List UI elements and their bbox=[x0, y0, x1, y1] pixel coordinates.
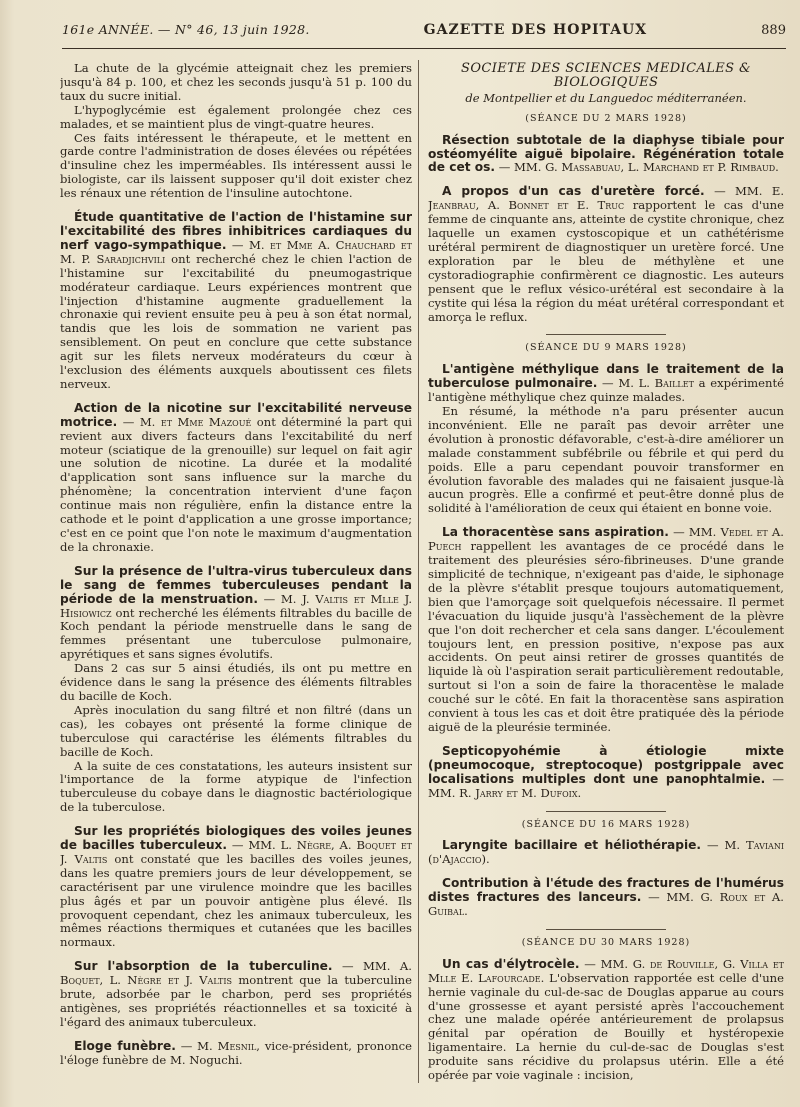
article-voiles-jeunes: Sur les propriétés biologiques des voiles jeunes de bacilles tuberculeux. — MM. L. Nègre, A. Boquet et J. Valtis ont constaté que les bacilles des voiles jeunes, dans les quatre premiers jours de leur développement, se caractérisent par une virulence moindre que les bacilles plus âgés et par un pouvoir antigène plus élevé. Ils provoquent cependant, chez les animaux tuberculeux, les mêmes réactions thermiques et cutanées que les bacilles normaux. bbox=[60, 824, 412, 950]
article-title: Action de la nicotine sur l'excitabilité nerveuse motrice. bbox=[60, 400, 412, 429]
article-title: Sur les propriétés biologiques des voiles jeunes de bacilles tuberculeux. bbox=[60, 824, 412, 853]
article-authors: MM. G. Massabuau, L. Marchand et P. Rimbaud. bbox=[514, 160, 779, 175]
article-title: Eloge funèbre. bbox=[74, 1038, 176, 1053]
article-antigene: L'antigène méthylique dans le traitement de la tuberculose pulmonaire. — M. L. Baillet a expérimenté l'antigène méthylique chez quinze malades. En résumé, la méthode n'a paru présenter aucun inconvénient. Elle ne paraît pas devoir arrêter une évolution à pronostic défavorable, c'est-à-dire améliorer un malade constamment subfébrile ou fébrile et qui perd du poids. Elle a paru cependant pouvoir transformer en évolution favorable des malades qui ne faisaient jusque-là aucun progrès. Elle a confirmé et peut-être donné plus de solidité à l'amélioration de ceux qui étaient en bonne voie. bbox=[428, 362, 784, 516]
article-elytrocele: Un cas d'élytrocèle. — MM. G. de Rouville, G. Villa et Mlle E. Lafourcade. L'observation rapportée est celle d'une hernie vaginale du cul-de-sac de Douglas apparue au cours d'une grossesse et ayant persisté après l'accouchement chez une malade opérée antérieurement de prolapsus génital par opération de Bouilly et hystéropexie ligamentaire. La hernie du cul-de-sac de Douglas s'est produite sans récidive du prolapsus utérin. Elle a été opérée par voie vaginale : incision, bbox=[428, 956, 784, 1083]
society-subtitle: de Montpellier et du Languedoc méditerranéen. bbox=[465, 90, 747, 105]
article-insuline bbox=[60, 62, 412, 201]
article-text: ont recherché chez le chien l'action de l'histamine sur l'excitabilité du pneumogastrique modérateur cardiaque. Leurs expériences montrent que l'injection d'histamine augmente graduellement la chronaxie qui revient ensuite peu à peu à son état normal, tandis que les lois de sommation ne varient pas sensiblement. On peut en conclure que cette substance agit sur les filets nerveux modérateurs du cœur à l'exclusion des éléments auxquels aboutissent ces filets nerveux. bbox=[60, 251, 412, 391]
paragraph: Ces faits intéressent le thérapeute, et le mettent en garde contre l'administration de doses élevées ou répétées d'insuline chez les imperméables. Ils intéressent aussi le biologiste, car ils laissent supposer qu'il doit exister chez les rénaux une rétention de l'insuline autochtone. bbox=[60, 130, 412, 201]
article-nicotine: Action de la nicotine sur l'excitabilité nerveuse motrice. — M. et Mme Mazoué ont déterminé la part qui revient aux divers facteurs dans l'excitabilité du nerf moteur (sciatique de la grenouille) sur lequel on fait agir une solution de nicotine. La durée et la modalité d'application sont sans influence sur la marche du phénomène; la concentration intervient d'une façon continue mais non régulière, enfin la distance entre la cathode et le point d'application a une grosse importance; c'est en ce point que l'on note le maximum d'augmentation de la chronaxie. bbox=[60, 400, 412, 554]
section-rule bbox=[546, 929, 666, 930]
article-title: L'antigène méthylique dans le traitement de la tuberculose pulmonaire. bbox=[428, 362, 784, 391]
paragraph: La chute de la glycémie atteignait chez les premiers jusqu'à 84 p. 100, et chez les seconds jusqu'à 51 p. 100 du taux du sucre initial. bbox=[60, 62, 412, 103]
left-column bbox=[60, 62, 412, 1087]
paragraph: Après inoculation du sang filtré et non filtré (dans un cas), les cobayes ont présenté la forme clinique de tuberculose qui caractérise les éléments filtrables du bacille de Koch. bbox=[60, 702, 412, 759]
section-rule bbox=[546, 334, 666, 335]
article-fractures: Contribution à l'étude des fractures de l'humérus distes fractures des lanceurs. — MM. G. Roux et A. Guibal. bbox=[428, 876, 784, 919]
section-rule bbox=[546, 811, 666, 812]
article-text: ont recherché les éléments filtrables du bacille de Koch pendant la période menstruelle dans le sang de femmes présentant une tuberculose pulmonaire, apyrétiques et sans signes évolutifs. bbox=[60, 605, 412, 662]
article-authors: MM. Vedel et A. Puech bbox=[428, 525, 784, 554]
article-title: Contribution à l'étude des fractures de l'humérus distes fractures des lanceurs. bbox=[428, 876, 784, 905]
issue-info: 161e ANNÉE. — N° 46, 13 juin 1928. bbox=[62, 22, 310, 37]
article-authors: M. Mesnil bbox=[197, 1038, 257, 1053]
seance-heading: (SÉANCE DU 9 MARS 1928) bbox=[525, 342, 687, 354]
article-authors: MM. G. de Rouville, G. Villa et Mlle E. Lafourcade. bbox=[428, 956, 784, 985]
page-number: 889 bbox=[761, 23, 786, 38]
paragraph: En résumé, la méthode n'a paru présenter aucun inconvénient. Elle ne paraît pas devoir arrêter une évolution à pronostic défavorable, c'est-à-dire améliorer un malade constamment subfébrile ou fébrile et qui perd du poids. Elle a paru cependant pouvoir transformer en évolution favorable des malades qui ne faisaient jusque-là aucun progrès. Elle a confirmé et peut-être donné plus de solidité à l'amélioration de ceux qui étaient en bonne voie. bbox=[428, 404, 784, 516]
article-ultra-virus: Sur la présence de l'ultra-virus tuberculeux dans le sang de femmes tuberculeuses pendant la période de la menstruation. — M. J. Valtis et Mlle J. Hisiowicz ont recherché les éléments filtrables du bacille de Koch pendant la période menstruelle dans le sang de femmes présentant une tuberculose pulmonaire, apyrétiques et sans signes évolutifs. Dans 2 cas sur 5 ainsi étudiés, ils ont pu mettre en évidence dans le sang la présence des éléments filtrables du bacille de Koch. Après inoculation du sang filtré et non filtré (dans un cas), les cobayes ont présenté la forme clinique de tuberculose qui caractérise les éléments filtrables du bacille de Koch. A la suite de ces constatations, les auteurs insistent sur l'importance de la forme atypique de l'infection tuberculeuse du cobaye dans le diagnostic bactériologique de la tuberculose. bbox=[60, 563, 412, 815]
seance-heading: (SÉANCE DU 2 MARS 1928) bbox=[525, 112, 687, 124]
article-authors: MM. A. Boquet, L. Nègre et J. Valtis bbox=[60, 959, 412, 988]
society-title: SOCIÉTÉ DES SCIENCES MÉDICALES & BIOLOGIQUES bbox=[461, 62, 751, 90]
paragraph: L'hypoglycémie est également prolongée chez ces malades, et se maintient plus de vingt-quatre heures. bbox=[60, 102, 412, 131]
article-title: Laryngite bacillaire et héliothérapie. bbox=[442, 838, 702, 853]
article-authors: M. J. Valtis et Mlle J. Hisiowicz bbox=[60, 591, 412, 620]
article-authors: M. Taviani (d'Ajaccio). bbox=[428, 838, 784, 867]
article-eloge: Eloge funèbre. — M. Mesnil, vice-président, prononce l'éloge funèbre de M. Noguchi. bbox=[60, 1038, 412, 1067]
article-title: Résection subtotale de la diaphyse tibiale pour ostéomyélite aiguë bipolaire. Régénération totale de cet os. bbox=[428, 132, 784, 175]
article-authors: M. et Mme A. Chauchard et M. P. Saradjichvili bbox=[60, 237, 412, 266]
article-laryngite: Laryngite bacillaire et héliothérapie. — M. Taviani (d'Ajaccio). bbox=[428, 838, 784, 867]
article-title: A propos d'un cas d'uretère forcé. bbox=[442, 184, 705, 199]
article-text: montrent que la tuberculine brute, adsorbée par le charbon, perd ses propriétés antigènes, ses propriétés réactionnelles et sa toxicité à l'égard des animaux tuberculeux. bbox=[60, 973, 412, 1029]
article-authors: M. L. Baillet bbox=[618, 376, 694, 391]
article-title: Sur l'absorption de la tuberculine. bbox=[74, 959, 333, 974]
article-title: La thoracentèse sans aspiration. bbox=[442, 525, 669, 540]
seance-heading: (SÉANCE DU 16 MARS 1928) bbox=[521, 818, 691, 830]
article-text: a expérimenté l'antigène méthylique chez quinze malades. bbox=[428, 376, 784, 405]
article-authors: MM. L. Nègre, A. Boquet et J. Valtis bbox=[60, 838, 412, 866]
article-text: rapportent le cas d'une femme de cinquante ans, atteinte de cystite chronique, chez laquelle un examen cystoscopique et un cathétérisme urétéral permirent de diagnostiquer un uretère forcé. Une exploration par le bleu de méthylène et une cystoradiographie confirmèrent ce diagnostic. Les auteurs pensent que le reflux vésico-urétéral est secondaire à la cystite qui lésa la région du méat urétéral correspondant et amorça le reflux. bbox=[428, 198, 784, 324]
article-text: ont constaté que les bacilles des voiles jeunes, dans les quatre premiers jours de leur développement, se caractérisent par une virulence moindre que les bacilles plus âgés et par un pouvoir antigène plus élevé. Ils provoquent cependant, chez les animaux tuberculeux, les mêmes réactions thermiques et cutanées que les bacilles normaux. bbox=[60, 851, 412, 950]
article-resection: Résection subtotale de la diaphyse tibiale pour ostéomyélite aiguë bipolaire. Régénération totale de cet os. — MM. G. Massabuau, L. Marchand et P. Rimbaud. bbox=[428, 132, 784, 175]
article-title: Un cas d'élytrocèle. bbox=[442, 956, 580, 971]
right-column bbox=[428, 62, 784, 1087]
header-rule bbox=[62, 48, 786, 49]
article-uretere: A propos d'un cas d'uretère forcé. — MM. E. Jeanbrau, A. Bonnet et E. Truc rapportent le cas d'une femme de cinquante ans, atteinte de cystite chronique, chez laquelle un examen cystoscopique et un cathétérisme urétéral permirent de diagnostiquer un uretère forcé. Une exploration par le bleu de méthylène et une cystoradiographie confirmèrent ce diagnostic. Les auteurs pensent que le reflux vésico-urétéral est secondaire à la cystite qui lésa la région du méat urétéral correspondant et amorça le reflux. bbox=[428, 184, 784, 324]
article-thoracentese: La thoracentèse sans aspiration. — MM. Vedel et A. Puech rappellent les avantages de ce procédé dans le traitement des pleurésies séro-fibrineuses. D'une grande simplicité de technique, n'exigeant pas d'aide, le siphonage de la plèvre s'établit presque toujours automatiquement, bien que l'amorçage soit quelquefois nécessaire. Il permet l'évacuation du liquide jusqu'à l'assèchement de la plèvre que l'on doit rechercher et cela sans danger. L'écoulement toujours lent, en pression positive, n'expose pas aux accidents. On peut ainsi retirer de grosses quantités de liquide là où l'aspiration serait particulièrement redoutable, surtout si l'on a soin de faire la thoracentèse le malade couché sur le côté. En fait la thoracentèse sans aspiration convient à tous les cas et doit être pratiquée dès la période aiguë de la pleurésie terminée. bbox=[428, 525, 784, 734]
journal-title: GAZETTE DES HOPITAUX bbox=[423, 22, 648, 38]
article-authors: MM. E. Jeanbrau, A. Bonnet et E. Truc bbox=[428, 184, 784, 213]
article-text: ont déterminé la part qui revient aux divers facteurs dans l'excitabilité du nerf moteur (sciatique de la grenouille) sur lequel on fait agir une solution de nicotine. La durée et la modalité d'application sont sans influence sur la marche du phénomène; la concentration intervient d'une façon continue mais non régulière, enfin la distance entre la cathode et le point d'application a une grosse importance; c'est en ce point que l'on note le maximum d'augmentation de la chronaxie. bbox=[60, 414, 412, 554]
article-septicopyohemie: Septicopyohémie à étiologie mixte (pneumocoque, streptocoque) postgrippale avec localisations multiples dont une panophtalmie. — MM. R. Jarry et M. Dufoix. bbox=[428, 743, 784, 800]
article-text: rappellent les avantages de ce procédé dans le traitement des pleurésies séro-fibrineuses. D'une grande simplicité de technique, n'exigeant pas d'aide, le siphonage de la plèvre s'établit presque toujours automatiquement, bien que l'amorçage soit quelquefois nécessaire. Il permet l'évacuation du liquide jusqu'à l'assèchement de la plèvre que l'on doit rechercher et cela sans danger. L'écoulement toujours lent, en pression positive, n'expose pas aux accidents. On peut ainsi retirer de grosses quantités de liquide là où l'aspiration serait particulièrement redoutable, surtout si l'on a soin de faire la thoracentèse le malade couché sur le côté. En fait la thoracentèse sans aspiration convient à tous les cas et doit être pratiquée dès la période aiguë de la pleurésie terminée. bbox=[428, 539, 784, 734]
article-title: Sur la présence de l'ultra-virus tuberculeux dans le sang de femmes tuberculeuses pendant la période de la menstruation. bbox=[60, 563, 412, 606]
article-authors: MM. G. Roux et A. Guibal. bbox=[428, 890, 784, 919]
column-divider bbox=[418, 60, 419, 1083]
article-histamine: Étude quantitative de l'action de l'histamine sur l'excitabilité des fibres inhibitrices cardiaques du nerf vago-sympathique. — M. et Mme A. Chauchard et M. P. Saradjichvili ont recherché chez le chien l'action de l'histamine sur l'excitabilité du pneumogastrique modérateur cardiaque. Leurs expériences montrent que l'injection d'histamine augmente graduellement la chronaxie qui revient ensuite peu à peu à son état normal, tandis que les lois de sommation ne varient pas sensiblement. On peut en conclure que cette substance agit sur les filets nerveux modérateurs du cœur à l'exclusion des éléments auxquels aboutissent ces filets nerveux. bbox=[60, 210, 412, 391]
article-text: L'observation rapportée est celle d'une hernie vaginale du cul-de-sac de Douglas apparue au cours d'une grossesse et ayant persisté après l'accouchement chez une malade opérée antérieurement de prolapsus génital par opération de Bouilly et hystéropexie ligamentaire. La hernie du cul-de-sac de Douglas s'est produite sans récidive du prolapsus utérin. Elle a été opérée par voie vaginale : incision, bbox=[428, 970, 784, 1083]
article-tuberculine: Sur l'absorption de la tuberculine. — MM. A. Boquet, L. Nègre et J. Valtis montrent que la tuberculine brute, adsorbée par le charbon, perd ses propriétés antigènes, ses propriétés réactionnelles et sa toxicité à l'égard des animaux tuberculeux. bbox=[60, 959, 412, 1029]
article-authors: M. et Mme Mazoué bbox=[139, 414, 252, 429]
article-text: , vice-président, prononce l'éloge funèbre de M. Noguchi. bbox=[60, 1038, 412, 1067]
seance-heading: (SÉANCE DU 30 MARS 1928) bbox=[521, 936, 691, 948]
paragraph: Dans 2 cas sur 5 ainsi étudiés, ils ont pu mettre en évidence dans le sang la présence des éléments filtrables du bacille de Koch. bbox=[60, 661, 412, 703]
paragraph: A la suite de ces constatations, les auteurs insistent sur l'importance de la forme atypique de l'infection tuberculeuse du cobaye dans le diagnostic bactériologique de la tuberculose. bbox=[60, 758, 412, 815]
article-title: Étude quantitative de l'action de l'histamine sur l'excitabilité des fibres inhibitrices cardiaques du nerf vago-sympathique. bbox=[60, 210, 412, 252]
page-header bbox=[62, 22, 786, 48]
article-title: Septicopyohémie à étiologie mixte (pneumocoque, streptocoque) postgrippale avec localisations multiples dont une panophtalmie. bbox=[428, 743, 784, 786]
article-authors: MM. R. Jarry et M. Dufoix. bbox=[428, 785, 582, 800]
